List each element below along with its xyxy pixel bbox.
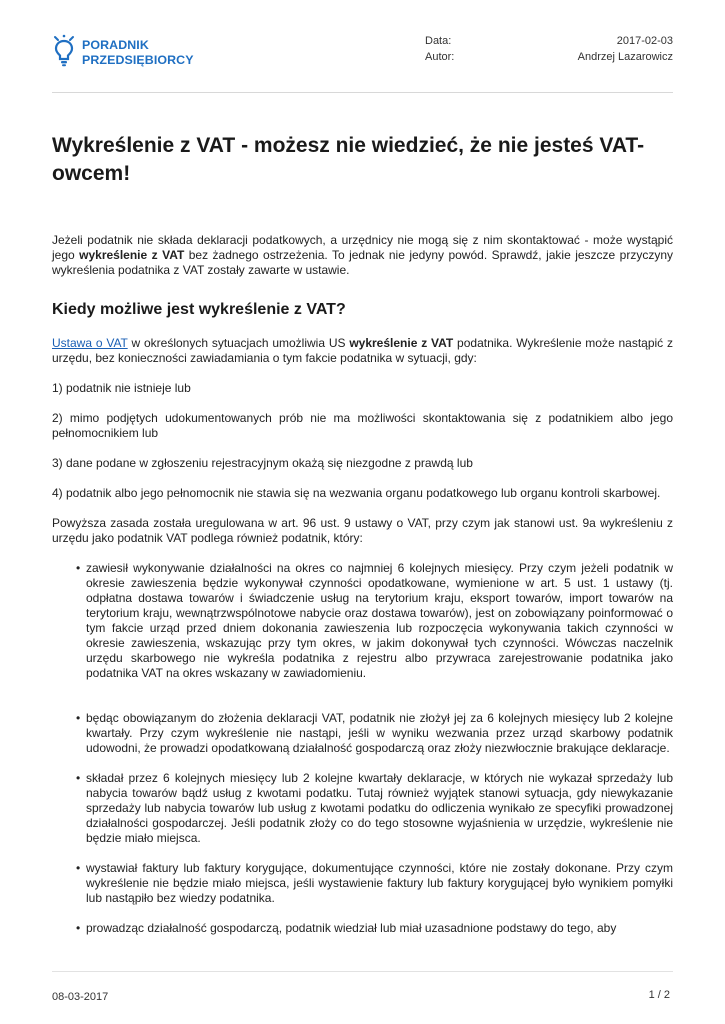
- list-item: • zawiesił wykonywanie działalności na okres co najmniej 6 kolejnych miesięcy. Przy czym jeżeli podatnik w okresie zawieszenia będzie wykonywał czynności opodatkowane, wymienione w art. 5 ust. 1 ustawy (tj. odpłatna dostawa towarów i świadczenie usług na terytorium kraju, eksport towarów, import towarów na terytorium kraju, wewnątrzwspólnotowe nabycie oraz dostawa towarów), jest on zobowiązany poinformować o tym fakcie urząd przed dniem dokonania zawieszenia lub rozpoczęcia wykonywania takich czynności w okresie zawieszenia, wskazując przy tym okres, w jakim dokonywał tych czynności. Wówczas naczelnik urzędu skarbowego nie wykreśla podatnika z rejestru albo przywraca zarejestrowanie podatnika jako podatnika VAT na okres wskazany w zawiadomieniu.: [86, 561, 673, 681]
- date-label: Data:: [425, 35, 452, 47]
- p1-text-2: podatnika. Wykreślenie może nastąpić z urzędu, bez konieczności zawiadamiania o tym fakcie podatnika w sytuacji, gdy:: [52, 336, 673, 365]
- condition-2: 2) mimo podjętych udokumentowanych prób nie ma możliwości skontaktowania się z podatnikiem albo jego pełnomocnikiem lub: [52, 411, 673, 440]
- list-item: • prowadząc działalność gospodarczą, podatnik wiedział lub miał uzasadnione podstawy do tego, aby: [86, 921, 673, 936]
- intro-bold: wykreślenie z VAT: [79, 248, 185, 262]
- logo-line-2: PRZEDSIĘBIORCY: [82, 52, 194, 67]
- condition-1: 1) podatnik nie istnieje lub: [52, 381, 191, 395]
- section-heading: Kiedy możliwe jest wykreślenie z VAT?: [52, 301, 346, 318]
- list-item: • składał przez 6 kolejnych miesięcy lub 2 kolejne kwartały deklaracje, w których nie wykazał sprzedaży lub nabycia towarów bądź usług z kwotami podatku. Tutaj również wyjątek stanowi sytuacja, gdy niewykazanie sprzedaży lub nabycia towarów lub usług z kwotami podatku do odliczenia wynikało ze specyfiki prowadzonej działalności gospodarczej. Jeśli podatnik złoży co do tego stosowne wyjaśnienia w urzędzie, wykreślenie nie będzie miało miejsca.: [86, 771, 673, 846]
- condition-4: 4) podatnik albo jego pełnomocnik nie stawia się na wezwania organu podatkowego lub organu kontroli skarbowej.: [52, 486, 661, 500]
- author-label: Autor:: [425, 51, 455, 63]
- condition-3: 3) dane podane w zgłoszeniu rejestracyjnym okażą się niezgodne z prawdą lub: [52, 456, 473, 470]
- page-number: 1 / 2: [648, 989, 670, 1001]
- article-body: [52, 233, 673, 936]
- intro-text-1: Jeżeli podatnik nie składa deklaracji podatkowych, a urzędnicy nie mogą się z nim skontaktować - może wystąpić jego: [52, 233, 673, 262]
- list-item: • będąc obowiązanym do złożenia deklaracji VAT, podatnik nie złożył jej za 6 kolejnych miesięcy lub 2 kolejne kwartały. Przy czym wykreślenie nie nastąpi, jeśli w wyniku wezwania przez urząd skarbowy podatnik udowodni, że prowadzi opodatkowaną działalność gospodarczą oraz złoży niezwłocznie brakujące deklaracje.: [86, 711, 673, 756]
- vat-act-link[interactable]: Ustawa o VAT: [52, 336, 128, 350]
- date-row: [425, 33, 673, 49]
- author-row: [425, 49, 673, 65]
- bullet-list: [52, 561, 673, 936]
- date-value: 2017-02-03: [616, 35, 673, 47]
- intro-paragraph: [52, 233, 673, 278]
- article-title: Wykreślenie z VAT - możesz nie wiedzieć, że nie jesteś VAT-owcem!: [52, 134, 645, 185]
- lightbulb-icon: [52, 33, 76, 67]
- p1-text-1: w określonych sytuacjach umożliwia US: [127, 336, 350, 350]
- list-item: • wystawiał faktury lub faktury korygujące, dokumentujące czynności, które nie zostały dokonane. Przy czym wykreślenie nie będzie miało miejsca, jeśli wystawienie faktury lub faktury korygującej było wynikiem pomyłki lub nastąpiło bez wiedzy podatnika.: [86, 861, 673, 906]
- p1-bold: wykreślenie z VAT: [349, 336, 454, 350]
- paragraph-2: Powyższa zasada została uregulowana w art. 96 ust. 9 ustawy o VAT, przy czym jak stanowi ust. 9a wykreśleniu z urzędu jako podatnik VAT podlega również podatnik, który:: [52, 516, 673, 545]
- intro-text-2: bez żadnego ostrzeżenia. To jednak nie jedyny powód. Sprawdź, jakie jeszcze przyczyny wykreślenia podatnika z VAT zostały zawarte w ustawie.: [52, 248, 673, 277]
- paragraph-1: [52, 336, 673, 366]
- footer-divider: [52, 971, 673, 972]
- document-meta: [425, 33, 673, 65]
- footer-date: 08-03-2017: [52, 991, 109, 1003]
- author-value: Andrzej Lazarowicz: [577, 51, 673, 63]
- logo-line-1: PORADNIK: [82, 38, 149, 52]
- logo[interactable]: [52, 33, 194, 67]
- logo-text: [82, 38, 194, 67]
- header-divider: [52, 92, 673, 93]
